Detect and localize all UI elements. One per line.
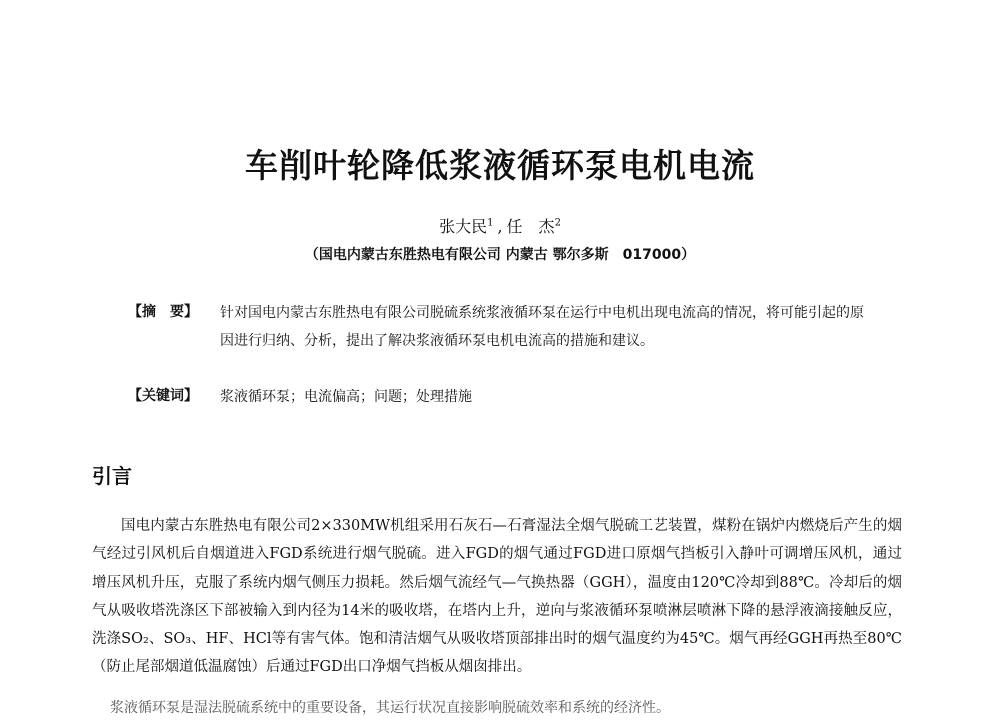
introduction-paragraph: 国电内蒙古东胜热电有限公司2×330MW机组采用石灰石—石膏湿法全烟气脱硫工艺装置，煤粉在锅炉内燃烧后产生的烟气经过引风机后自烟道进入FGD系统进行烟气脱硫。进入FGD的烟气通过FGD进口原烟气挡板引入静叶可调增压风机，通过增压风机升压，克服了系统内烟气侧压力损耗。然后烟气流经气—气换热器（GGH），温度由120℃冷却到88℃。冷却后的烟气从吸收塔洗涤区下部被输入到内径为14米的吸收塔，在塔内上升，逆向与浆液循环泵喷淋层喷淋下降的悬浮液滴接触反应，洗涤SO₂、SO₃、HF、HCl等有害气体。饱和清洁烟气从吸收塔顶部排出时的烟气温度约为45℃。烟气再经GGH再热至80℃（防止尾部烟道低温腐蚀）后通过FGD出口净烟气挡板从烟囱排出。 <box>92 518 902 676</box>
abstract-text: 针对国电内蒙古东胜热电有限公司脱硫系统浆液循环泵在运行中电机出现电流高的情况，将可能引起的原因进行归纳、分析，提出了解决浆液循环泵电机电流高的措施和建议。 <box>220 305 864 349</box>
affiliation: （国电内蒙古东胜热电有限公司 内蒙古 鄂尔多斯 017000） <box>304 247 696 263</box>
keywords-label: 【关键词】 <box>128 388 198 404</box>
author-separator: , <box>497 217 503 236</box>
keywords-text: 浆液循环泵；电流偏高；问题；处理措施 <box>220 389 472 405</box>
paper-title: 车削叶轮降低浆液循环泵电机电流 <box>245 146 755 185</box>
author-2-superscript: 2 <box>554 217 561 229</box>
next-paragraph-partial: 浆液循环泵是湿法脱硫系统中的重要设备，其运行状况直接影响脱硫效率和系统的经济性。 <box>110 700 670 716</box>
author-line <box>0 214 1000 237</box>
author-1-superscript: 1 <box>487 217 494 229</box>
section-heading-introduction: 引言 <box>92 464 132 488</box>
author-1-name: 张大民 <box>439 217 488 236</box>
author-2-name: 任 杰 <box>506 217 555 236</box>
abstract-label: 【摘 要】 <box>128 304 198 320</box>
